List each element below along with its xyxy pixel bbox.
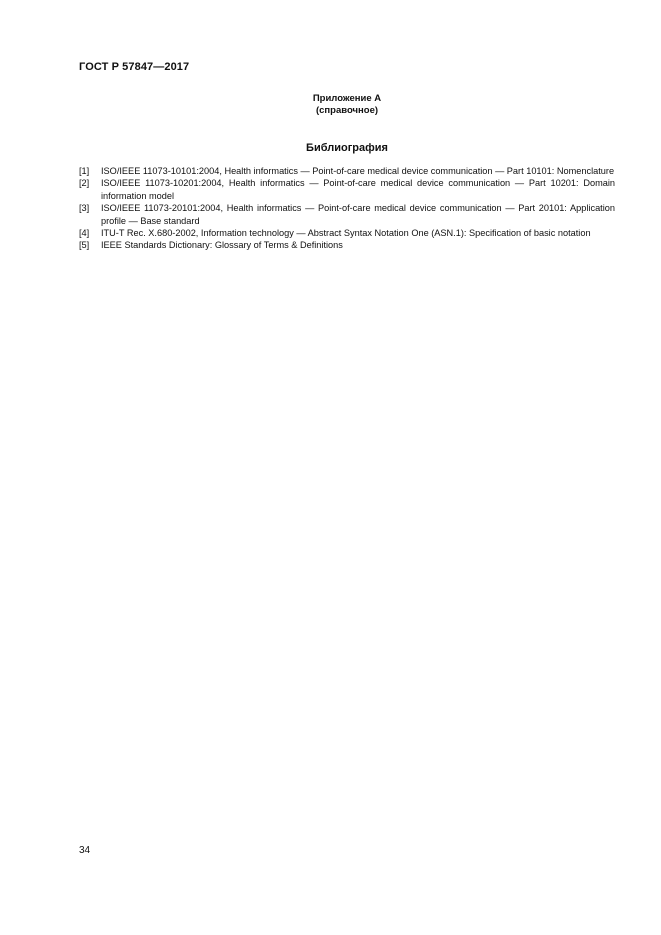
bibliography-item <box>79 227 615 239</box>
bibliography-item-text: ITU-T Rec. X.680-2002, Information technology — Abstract Syntax Notation One (ASN.1): Specification of basic notation <box>101 228 591 239</box>
annex-type: (справочное) <box>315 105 379 116</box>
bibliography-item-number: [2] <box>79 178 90 189</box>
bibliography-item-text: ISO/IEEE 11073-20101:2004, Health informatics — Point-of-care medical device communication — Part 20101: Application profile — Base standard <box>101 203 615 226</box>
bibliography-list <box>79 165 615 252</box>
bibliography-heading: Библиография <box>306 142 388 154</box>
bibliography-item <box>79 239 615 251</box>
bibliography-item-text: ISO/IEEE 11073-10101:2004, Health informatics — Point-of-care medical device communication — Part 10101: Nomenclature <box>101 166 615 176</box>
bibliography-item <box>79 177 615 202</box>
bibliography-item-text: IEEE Standards Dictionary: Glossary of Terms & Definitions <box>101 240 343 251</box>
bibliography-item-number: [3] <box>79 203 90 214</box>
bibliography-item <box>79 202 615 227</box>
bibliography-item-text: ISO/IEEE 11073-10201:2004, Health informatics — Point-of-care medical device communication — Part 10201: Domain information model <box>101 178 615 201</box>
bibliography-item-number: [5] <box>79 240 90 251</box>
standard-header: ГОСТ Р 57847—2017 <box>79 61 190 73</box>
bibliography-item <box>79 165 615 177</box>
bibliography-item-number: [1] <box>79 166 90 176</box>
annex-title: Приложение А <box>312 93 382 104</box>
page-number: 34 <box>79 845 91 856</box>
bibliography-item-number: [4] <box>79 228 90 239</box>
